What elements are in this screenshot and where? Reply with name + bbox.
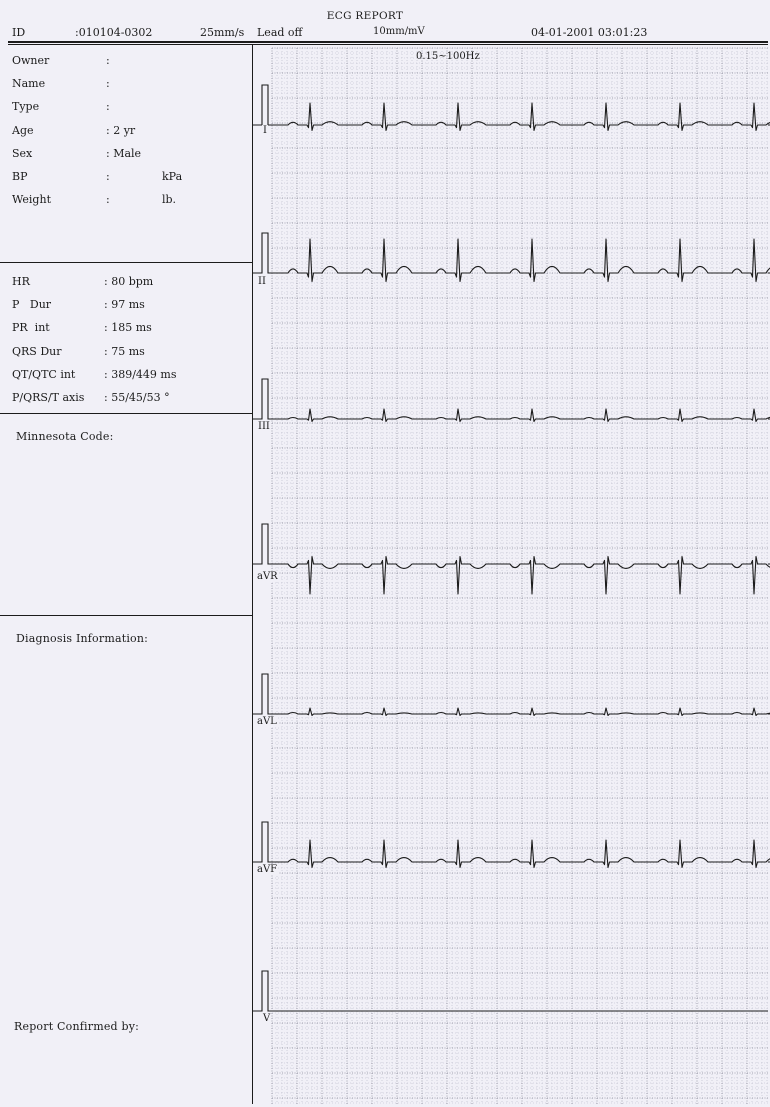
hr-label: HR xyxy=(12,275,30,288)
grid-major xyxy=(272,48,768,1104)
age-label: Age xyxy=(12,124,34,137)
bp-unit: kPa xyxy=(162,170,183,183)
calibration-pulse xyxy=(253,524,272,564)
qrs-dur-label: QRS Dur xyxy=(12,345,62,358)
hr-value: : 80 bpm xyxy=(104,275,154,288)
age-value: : 2 yr xyxy=(106,124,136,137)
bp-value: : xyxy=(106,170,110,183)
header-divider xyxy=(8,41,768,43)
id-label: ID xyxy=(12,26,26,39)
pr-int-label: PR int xyxy=(12,321,50,334)
gain: 10mm/mV xyxy=(373,26,425,37)
weight-label: Weight xyxy=(12,193,51,206)
calibration-pulse xyxy=(253,379,272,419)
calibration-pulse xyxy=(253,822,272,862)
type-value: : xyxy=(106,100,110,113)
section-divider-3 xyxy=(0,615,253,616)
lead-label-avf: aVF xyxy=(257,864,278,875)
pr-int-value: : 185 ms xyxy=(104,321,152,334)
p-dur-label: P Dur xyxy=(12,298,52,311)
header-divider-thin xyxy=(8,44,768,45)
paper-speed: 25mm/s xyxy=(200,26,245,39)
calibration-pulse xyxy=(253,85,272,125)
lead-label-avr: aVR xyxy=(257,571,278,582)
name-label: Name xyxy=(12,77,46,90)
calibration-pulse xyxy=(253,674,272,714)
lead-label-iii: III xyxy=(258,421,270,432)
name-value: : xyxy=(106,77,110,90)
qrs-dur-value: : 75 ms xyxy=(104,345,145,358)
section-divider-1 xyxy=(0,262,253,263)
lead-label-i: I xyxy=(263,125,267,136)
qt-qtc-value: : 389/449 ms xyxy=(104,368,177,381)
datetime: 04-01-2001 03:01:23 xyxy=(531,26,648,39)
minnesota-code-label: Minnesota Code: xyxy=(16,430,114,443)
lead-label-v: V xyxy=(263,1013,271,1024)
diagnosis-label: Diagnosis Information: xyxy=(16,632,149,645)
ecg-trace-avl xyxy=(272,708,770,716)
type-label: Type xyxy=(12,100,40,113)
sex-label: Sex xyxy=(12,147,33,160)
bp-label: BP xyxy=(12,170,28,183)
weight-unit: lb. xyxy=(162,193,177,206)
sex-value: : Male xyxy=(106,147,142,160)
section-divider-2 xyxy=(0,413,253,414)
weight-value: : xyxy=(106,193,110,206)
report-confirmed-label: Report Confirmed by: xyxy=(14,1020,140,1033)
filter-label: 0.15~100Hz xyxy=(416,51,480,62)
axis-label: P/QRS/T axis xyxy=(12,391,85,404)
p-dur-value: : 97 ms xyxy=(104,298,145,311)
panel-divider xyxy=(252,44,253,1104)
lead-label-avl: aVL xyxy=(257,716,277,727)
owner-value: : xyxy=(106,54,110,67)
lead-label-ii: II xyxy=(258,276,266,287)
owner-label: Owner xyxy=(12,54,50,67)
id-value: :010104-0302 xyxy=(75,26,153,39)
calibration-pulse xyxy=(253,971,272,1011)
ecg-trace-ii xyxy=(272,239,770,282)
axis-value: : 55/45/53 ° xyxy=(104,391,170,404)
report-title: ECG REPORT xyxy=(326,10,404,22)
lead-status: Lead off xyxy=(257,26,303,39)
calibration-pulse xyxy=(253,233,272,273)
qt-qtc-label: QT/QTC int xyxy=(12,368,76,381)
grid-minor xyxy=(272,48,768,1104)
